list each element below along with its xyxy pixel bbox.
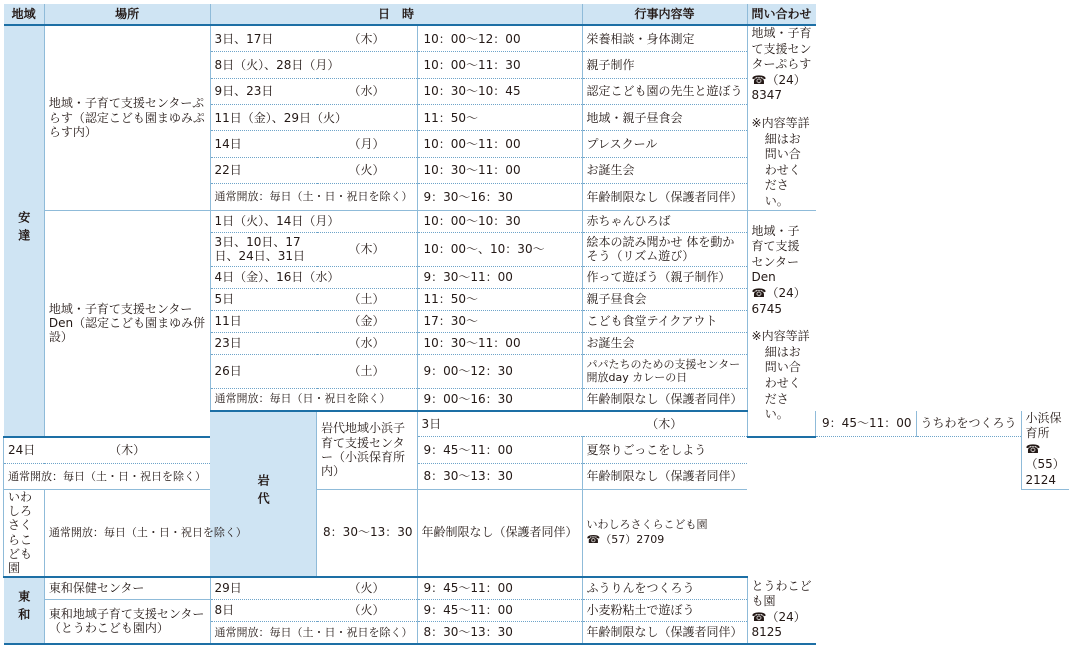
time-cell: 8：30～13：30 xyxy=(417,463,582,489)
weekday-cell: （水） xyxy=(317,78,417,104)
contact-cell xyxy=(747,210,816,437)
content-cell: 絵本の読み聞かせ 体を動かそう（リズム遊び） xyxy=(582,232,747,266)
date-cell: 23日 xyxy=(210,332,317,354)
weekday-cell: （金） xyxy=(317,310,417,332)
time-cell: 8：30～13：30 xyxy=(417,621,582,644)
content-cell: うちわをつくろう xyxy=(916,411,1021,437)
area-label: 安達 xyxy=(16,210,31,247)
time-cell: 11：50～ xyxy=(417,105,582,131)
time-cell: 10：00～11：30 xyxy=(417,52,582,78)
weekday-cell: （木） xyxy=(44,437,210,463)
date-cell: 8日（火）、28日（月） xyxy=(210,52,417,78)
contact-tel: ☎（24）8125 xyxy=(751,609,806,640)
date-cell: 26日 xyxy=(210,354,317,388)
date-cell: 14日 xyxy=(210,131,317,157)
weekday-cell: （水） xyxy=(317,332,417,354)
contact-cell xyxy=(582,489,747,577)
header-content: 行事内容等 xyxy=(582,4,747,25)
time-cell: 9：30～16：30 xyxy=(417,184,582,210)
contact-note: ※内容等詳細はお問い合わせください。 xyxy=(751,329,810,422)
weekday-cell: （火） xyxy=(317,157,417,183)
time-cell: 9：45～11：00 xyxy=(417,577,582,600)
table-row xyxy=(4,463,1069,489)
area-cell-towa xyxy=(4,577,45,644)
content-cell: 年齢制限なし（保護者同伴） xyxy=(417,489,582,577)
weekday-cell: （土） xyxy=(317,288,417,310)
date-cell: 22日 xyxy=(210,157,317,183)
weekday-cell: （木） xyxy=(582,411,747,437)
time-cell: 10：00～、10：30～ xyxy=(417,232,582,266)
weekday-cell: （木） xyxy=(317,232,417,266)
weekday-cell: （月） xyxy=(317,131,417,157)
content-cell: こども食堂テイクアウト xyxy=(582,310,747,332)
content-cell: 栄養相談・身体測定 xyxy=(582,25,747,52)
place-cell: 岩代地域小浜子育て支援センター（小浜保育所内） xyxy=(317,411,417,489)
weekday-cell: （木） xyxy=(317,25,417,52)
area-cell-adachi xyxy=(4,25,45,437)
contact-tel: ☎（57）2709 xyxy=(586,532,665,546)
time-cell: 11：50～ xyxy=(417,288,582,310)
time-cell: 17：30～ xyxy=(417,310,582,332)
header-area: 地域 xyxy=(4,4,45,25)
time-cell: 10：00～10：30 xyxy=(417,210,582,232)
content-cell: 夏祭りごっこをしよう xyxy=(582,437,747,463)
contact-tel: ☎（55）2124 xyxy=(1025,441,1065,487)
date-cell: 29日 xyxy=(210,577,317,600)
time-cell: 9：45～11：00 xyxy=(417,437,582,463)
table-row xyxy=(4,210,1069,232)
contact-name: 地域・子育て支援センターぷらす xyxy=(751,26,812,72)
contact-cell xyxy=(747,577,816,644)
time-cell: 9：30～11：00 xyxy=(417,266,582,288)
date-cell: 11日 xyxy=(210,310,317,332)
date-cell: 通常開放：毎日（日・祝日を除く） xyxy=(210,388,417,411)
time-cell: 10：00～11：00 xyxy=(417,131,582,157)
contact-name: いわしろさくらこども園 xyxy=(586,518,708,532)
contact-cell xyxy=(747,25,816,210)
contact-cell xyxy=(1021,411,1069,489)
content-cell: 年齢制限なし（保護者同伴） xyxy=(582,388,747,411)
time-cell: 9：45～11：00 xyxy=(417,599,582,621)
content-cell: 認定こども園の先生と遊ぼう xyxy=(582,78,747,104)
table-row xyxy=(4,25,1069,52)
date-cell: 11日（金）、29日（火） xyxy=(210,105,417,131)
time-cell: 8：30～13：30 xyxy=(317,489,417,577)
table-row xyxy=(4,599,1069,621)
table-row xyxy=(4,489,1069,577)
content-cell: ふうりんをつくろう xyxy=(582,577,747,600)
schedule-table xyxy=(3,4,1069,645)
date-cell: 通常開放：毎日（土・日・祝日を除く） xyxy=(210,184,417,210)
content-cell: 親子制作 xyxy=(582,52,747,78)
place-cell: 東和保健センター xyxy=(44,577,210,600)
content-cell: 小麦粉粘土で遊ぼう xyxy=(582,599,747,621)
weekday-cell: （火） xyxy=(317,599,417,621)
area-label: 岩代 xyxy=(256,473,271,510)
table-row xyxy=(4,437,1069,463)
time-cell: 9：45～11：00 xyxy=(816,411,916,437)
contact-note: ※内容等詳細はお問い合わせください。 xyxy=(751,115,810,208)
content-cell: 地域・親子昼食会 xyxy=(582,105,747,131)
date-cell: 3日、10日、17日、24日、31日 xyxy=(210,232,317,266)
time-cell: 10：00～12：00 xyxy=(417,25,582,52)
content-cell: プレスクール xyxy=(582,131,747,157)
content-cell: お誕生会 xyxy=(582,157,747,183)
weekday-cell: （土） xyxy=(317,354,417,388)
header-contact: 問い合わせ xyxy=(747,4,816,25)
content-cell: お誕生会 xyxy=(582,332,747,354)
content-cell: 年齢制限なし（保護者同伴） xyxy=(582,621,747,644)
place-cell: 東和地域子育て支援センター（とうわこども園内） xyxy=(44,599,210,644)
table-row xyxy=(4,577,1069,600)
time-cell: 9：00～16：30 xyxy=(417,388,582,411)
date-cell: 5日 xyxy=(210,288,317,310)
date-cell: 8日 xyxy=(210,599,317,621)
date-cell: 9日、23日 xyxy=(210,78,317,104)
content-cell: 年齢制限なし（保護者同伴） xyxy=(582,463,747,489)
content-cell: 作って遊ぼう（親子制作） xyxy=(582,266,747,288)
date-cell: 3日 xyxy=(417,411,582,437)
time-cell: 9：00～12：30 xyxy=(417,354,582,388)
header-datetime: 日 時 xyxy=(210,4,582,25)
content-cell: 年齢制限なし（保護者同伴） xyxy=(582,184,747,210)
date-cell: 通常開放：毎日（土・日・祝日を除く） xyxy=(210,621,417,644)
place-cell: いわしろさくらこども園 xyxy=(4,489,45,577)
area-label: 東和 xyxy=(16,590,31,627)
date-cell: 1日（火）、14日（月） xyxy=(210,210,417,232)
contact-name: 地域・子育て支援センター Den xyxy=(751,223,800,285)
time-cell: 10：30～11：00 xyxy=(417,332,582,354)
contact-tel: ☎（24）6745 xyxy=(751,286,806,316)
date-cell: 4日（金）、16日（水） xyxy=(210,266,417,288)
content-cell: 赤ちゃんひろば xyxy=(582,210,747,232)
contact-tel: ☎（24）8347 xyxy=(751,72,806,103)
content-cell: パパたちのための支援センター開放day カレーの日 xyxy=(582,354,747,388)
header-row xyxy=(4,4,1069,25)
contact-name: 小浜保育所 xyxy=(1025,410,1062,441)
header-place: 場所 xyxy=(44,4,210,25)
date-cell: 通常開放：毎日（土・日・祝日を除く） xyxy=(4,463,211,489)
place-cell: 地域・子育て支援センター Den（認定こども園まゆみ併設） xyxy=(44,210,210,437)
content-cell: 親子昼食会 xyxy=(582,288,747,310)
date-cell: 24日 xyxy=(4,437,45,463)
contact-name: とうわこども園 xyxy=(751,578,812,609)
time-cell: 10：30～10：45 xyxy=(417,78,582,104)
place-cell: 地域・子育て支援センターぷらす（認定こども園まゆみぷらす内） xyxy=(44,25,210,210)
time-cell: 10：30～11：00 xyxy=(417,157,582,183)
weekday-cell: （火） xyxy=(317,577,417,600)
date-cell: 通常開放：毎日（土・日・祝日を除く） xyxy=(44,489,316,577)
date-cell: 3日、17日 xyxy=(210,25,317,52)
